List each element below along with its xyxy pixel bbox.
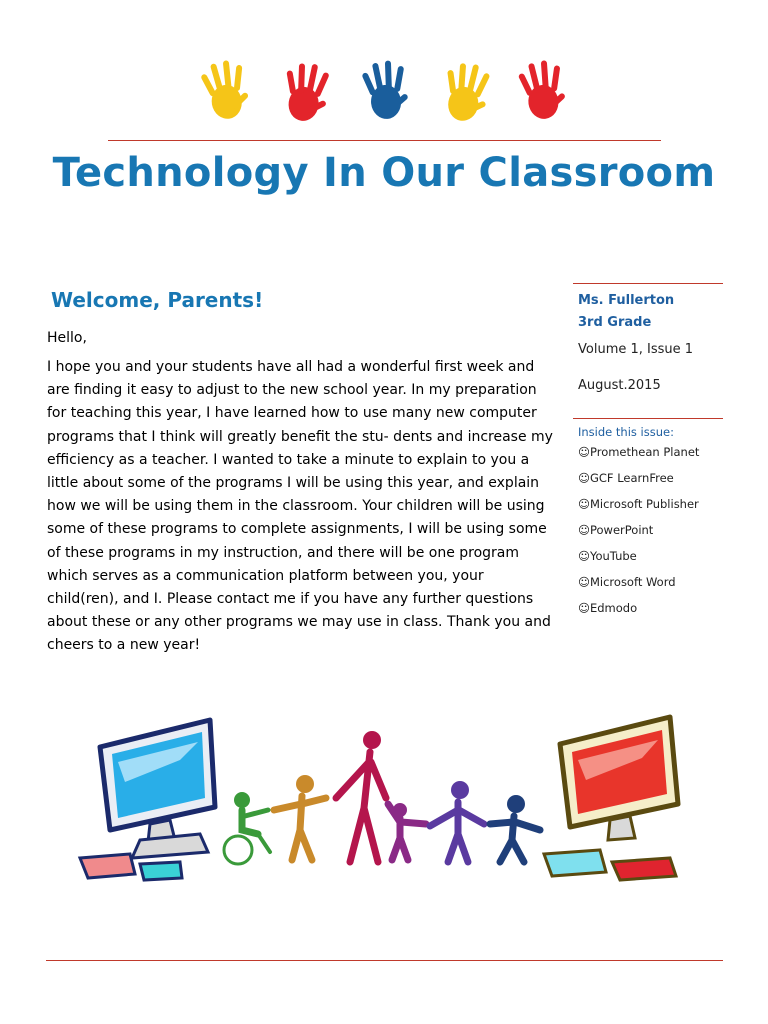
list-item: ☺Microsoft Publisher bbox=[578, 497, 699, 511]
computers-and-people-illustration bbox=[70, 712, 700, 892]
issue-contents-list bbox=[578, 445, 699, 627]
body-paragraph: I hope you and your students have all had a wonderful first week and are finding it easy to adjust to the new school year. In my preparation for teaching this year, I have learned how to use many new computer programs that I think will greatly benefit the stu- dents and increase my efficiency as a teacher. I wanted to take a minute to explain to you a little about some of the programs I will be using this year, and explain how we will be using them in the classroom. Your children will be using some of these programs to complete assignments, I will be using some of these programs in my instruction, and there will be one program which serves as a communication platform between you, your child(ren), and I. Please contact me if you have any further questions about these or any other programs we may use in class. Thank you and cheers to a new year! bbox=[47, 359, 553, 654]
bottom-divider bbox=[46, 960, 723, 961]
yellow-hand-icon bbox=[439, 60, 493, 125]
computer-icon bbox=[544, 717, 678, 880]
people-icon bbox=[224, 731, 540, 864]
yellow-hand-icon bbox=[198, 57, 252, 122]
welcome-heading: Welcome, Parents! bbox=[51, 288, 264, 312]
red-hand-icon bbox=[516, 58, 569, 122]
greeting: Hello, bbox=[47, 330, 87, 346]
teacher-info bbox=[578, 290, 723, 334]
grade-label: 3rd Grade bbox=[578, 315, 652, 330]
teacher-name: Ms. Fullerton bbox=[578, 293, 675, 308]
sidebar-divider bbox=[573, 283, 723, 284]
issue-date: August.2015 bbox=[578, 378, 661, 393]
list-item: ☺Edmodo bbox=[578, 601, 638, 615]
red-hand-icon bbox=[280, 60, 333, 124]
blue-hand-icon bbox=[360, 59, 411, 122]
volume-label: Volume 1, Issue 1 bbox=[578, 342, 694, 357]
list-item: ☺PowerPoint bbox=[578, 523, 654, 537]
computer-icon bbox=[80, 720, 215, 880]
list-item: ☺YouTube bbox=[578, 549, 637, 563]
list-item: ☺GCF LearnFree bbox=[578, 471, 674, 485]
handprints-decoration bbox=[190, 52, 580, 132]
top-divider bbox=[108, 140, 661, 141]
list-item: ☺Promethean Planet bbox=[578, 445, 700, 459]
sidebar-divider bbox=[573, 418, 723, 419]
newsletter-title: Technology In Our Classroom bbox=[52, 150, 716, 196]
list-item: ☺Microsoft Word bbox=[578, 575, 676, 589]
inside-issue-label: Inside this issue: bbox=[578, 425, 674, 439]
